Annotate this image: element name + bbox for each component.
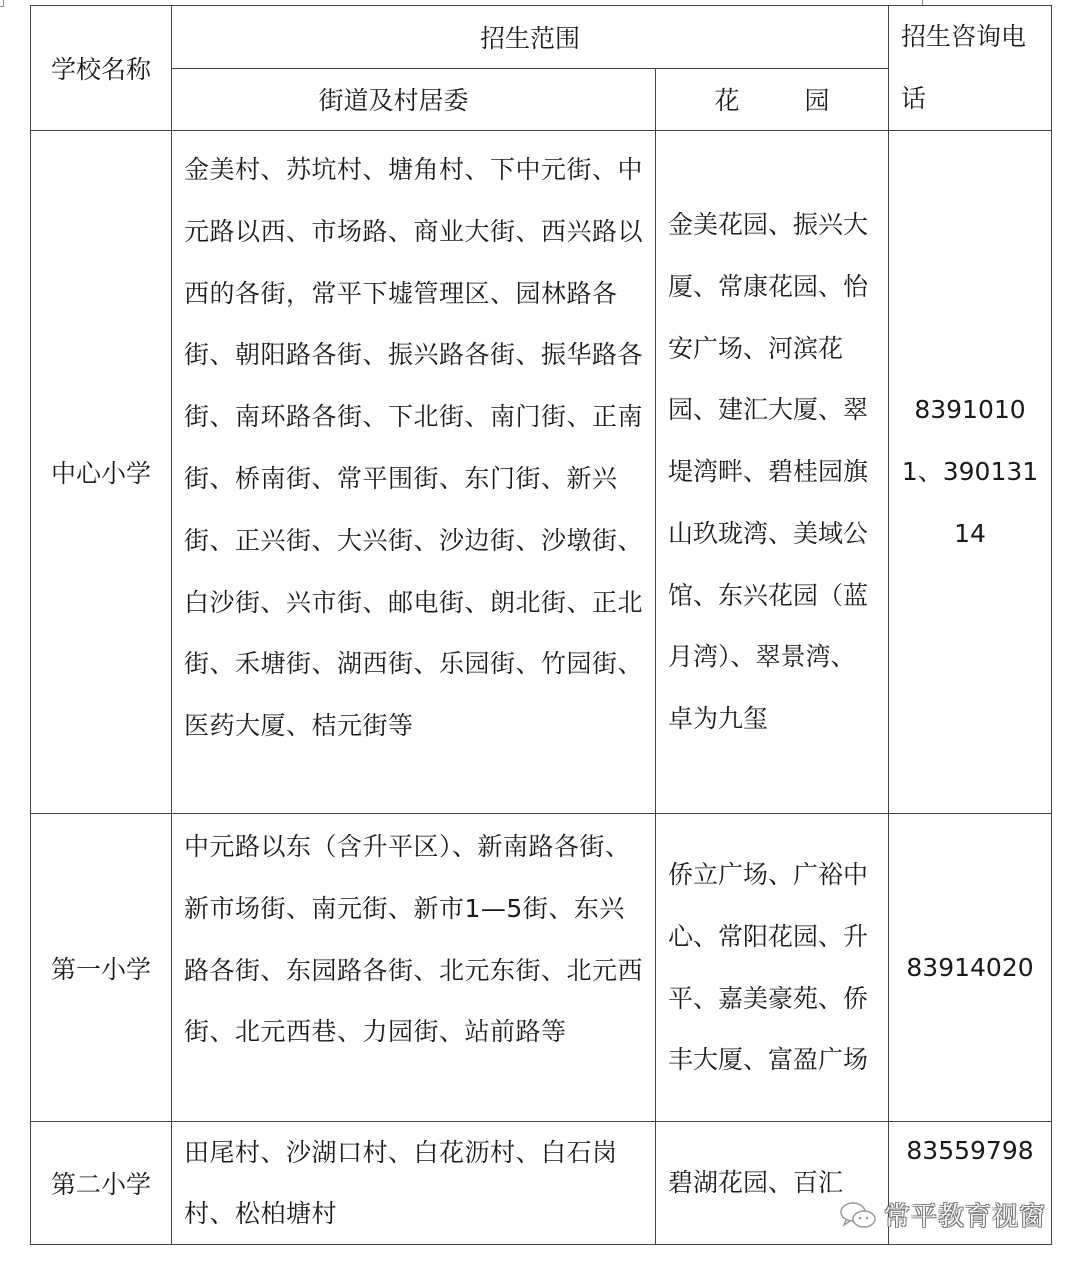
school-name-cell: 第一小学 <box>31 814 172 1122</box>
streets-cell: 金美村、苏坑村、塘角村、下中元街、中元路以西、市场路、商业大街、西兴路以西的各街，常平下墟管理区、园林路各街、朝阳路各街、振兴路各街、振华路各街、南环路各街、下北街、南门街、正南街、桥南街、常平围街、东门街、新兴街、正兴街、大兴街、沙边街、沙墩街、白沙街、兴市街、邮电街、朗北街、正北街、禾塘街、湖西街、乐园街、竹园街、医药大厦、桔元街等 <box>172 131 656 814</box>
streets-cell: 田尾村、沙湖口村、白花沥村、白石岗村、松柏塘村 <box>172 1122 656 1245</box>
wechat-icon <box>838 1200 878 1230</box>
header-phone <box>889 6 1052 131</box>
enrollment-table <box>30 5 1052 1245</box>
header-gardens: 花 园 <box>656 68 889 131</box>
gardens-cell: 金美花园、振兴大厦、常康花园、怡安广场、河滨花园、建汇大厦、翠堤湾畔、碧桂园旗山玖珑湾、美域公馆、东兴花园（蓝月湾）、翠景湾、卓为九玺 <box>656 131 889 814</box>
phone-cell: 83914020 <box>889 814 1052 1122</box>
header-enrollment-scope: 招生范围 <box>172 6 889 69</box>
streets-cell: 中元路以东（含升平区）、新南路各街、新市场街、南元街、新市1—5街、东兴路各街、东园路各街、北元东街、北元西街、北元西巷、力园街、站前路等 <box>172 814 656 1122</box>
header-phone-line1: 招生咨询电 <box>901 22 1027 51</box>
header-streets: 街道及村居委 <box>172 68 656 131</box>
page-edge-mark <box>0 0 4 7</box>
school-name-cell: 第二小学 <box>31 1122 172 1245</box>
phone-cell: 83559798 <box>889 1122 1052 1245</box>
watermark <box>838 1196 1046 1233</box>
school-name-cell: 中心小学 <box>31 131 172 814</box>
header-row-top <box>31 6 1052 69</box>
watermark-text: 常平教育视窗 <box>884 1202 1047 1232</box>
phone-cell: 83910101、39013114 <box>889 131 1052 814</box>
header-phone-line2: 话 <box>901 84 927 113</box>
gardens-cell: 侨立广场、广裕中心、常阳花园、升平、嘉美豪苑、侨丰大厦、富盈广场 <box>656 814 889 1122</box>
table-row <box>31 814 1052 1122</box>
header-school-name: 学校名称 <box>31 6 172 131</box>
table-row <box>31 131 1052 814</box>
gardens-cell: 碧湖花园、百汇 <box>656 1122 889 1245</box>
